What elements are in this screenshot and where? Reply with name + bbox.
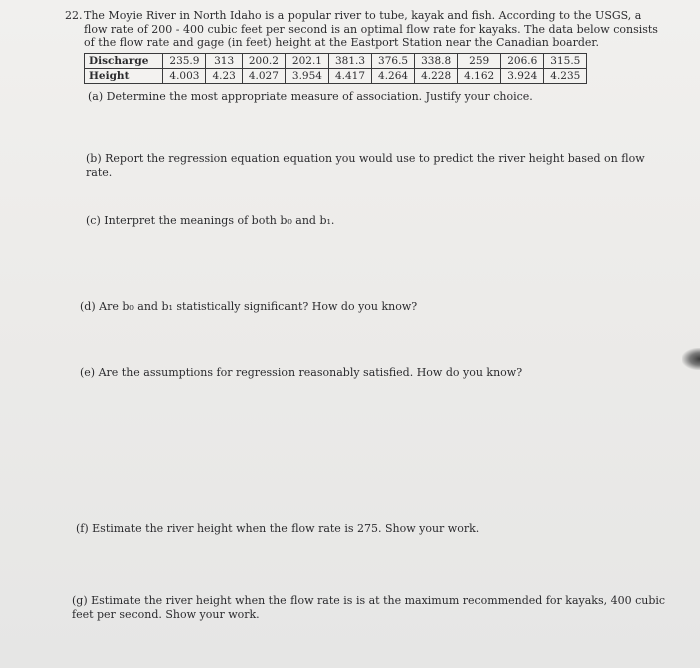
part-d: (d) Are b₀ and b₁ statistically significant? How do you know?	[80, 300, 418, 313]
table-row	[85, 54, 587, 69]
table-cell: 313	[206, 54, 242, 69]
table-cell: 235.9	[163, 54, 206, 69]
table-cell: 4.264	[372, 69, 415, 84]
row-label: Discharge	[85, 54, 163, 69]
page-edge-shadow	[682, 348, 700, 370]
table-cell: 206.6	[501, 54, 544, 69]
table-cell: 4.228	[415, 69, 458, 84]
table-cell: 4.23	[206, 69, 242, 84]
question-number: 22.	[65, 9, 83, 22]
data-table	[84, 53, 587, 84]
table-cell: 200.2	[242, 54, 285, 69]
part-b: (b) Report the regression equation equation you would use to predict the river height based on flow rate.	[86, 152, 645, 179]
part-f: (f) Estimate the river height when the flow rate is 275. Show your work.	[76, 522, 480, 535]
part-g: (g) Estimate the river height when the flow rate is is at the maximum recommended for kayaks, 400 cubic feet per second. Show your work.	[72, 594, 666, 621]
table-cell: 338.8	[415, 54, 458, 69]
table-cell: 376.5	[372, 54, 415, 69]
table-cell: 202.1	[285, 54, 328, 69]
table-cell: 4.162	[458, 69, 501, 84]
table-cell: 3.954	[285, 69, 328, 84]
row-label: Height	[85, 69, 163, 84]
table-cell: 315.5	[544, 54, 587, 69]
table-cell: 4.235	[544, 69, 587, 84]
table-cell: 4.417	[328, 69, 371, 84]
table-cell: 259	[458, 54, 501, 69]
table-cell: 4.027	[242, 69, 285, 84]
part-e: (e) Are the assumptions for regression reasonably satisfied. How do you know?	[80, 366, 523, 379]
table-cell: 3.924	[501, 69, 544, 84]
table-cell: 4.003	[163, 69, 206, 84]
table-cell: 381.3	[328, 54, 371, 69]
part-c: (c) Interpret the meanings of both b₀ and b₁.	[86, 214, 335, 227]
part-a: (a) Determine the most appropriate measure of association. Justify your choice.	[88, 90, 533, 103]
table-row	[85, 69, 587, 84]
question-intro: The Moyie River in North Idaho is a popular river to tube, kayak and fish. According to the USGS, a flow rate of 200 - 400 cubic feet per second is an optimal flow rate for kayaks. The data below consists of the flow rate and gage (in feet) height at the Eastport Station near the Canadian boarder.	[84, 9, 658, 49]
